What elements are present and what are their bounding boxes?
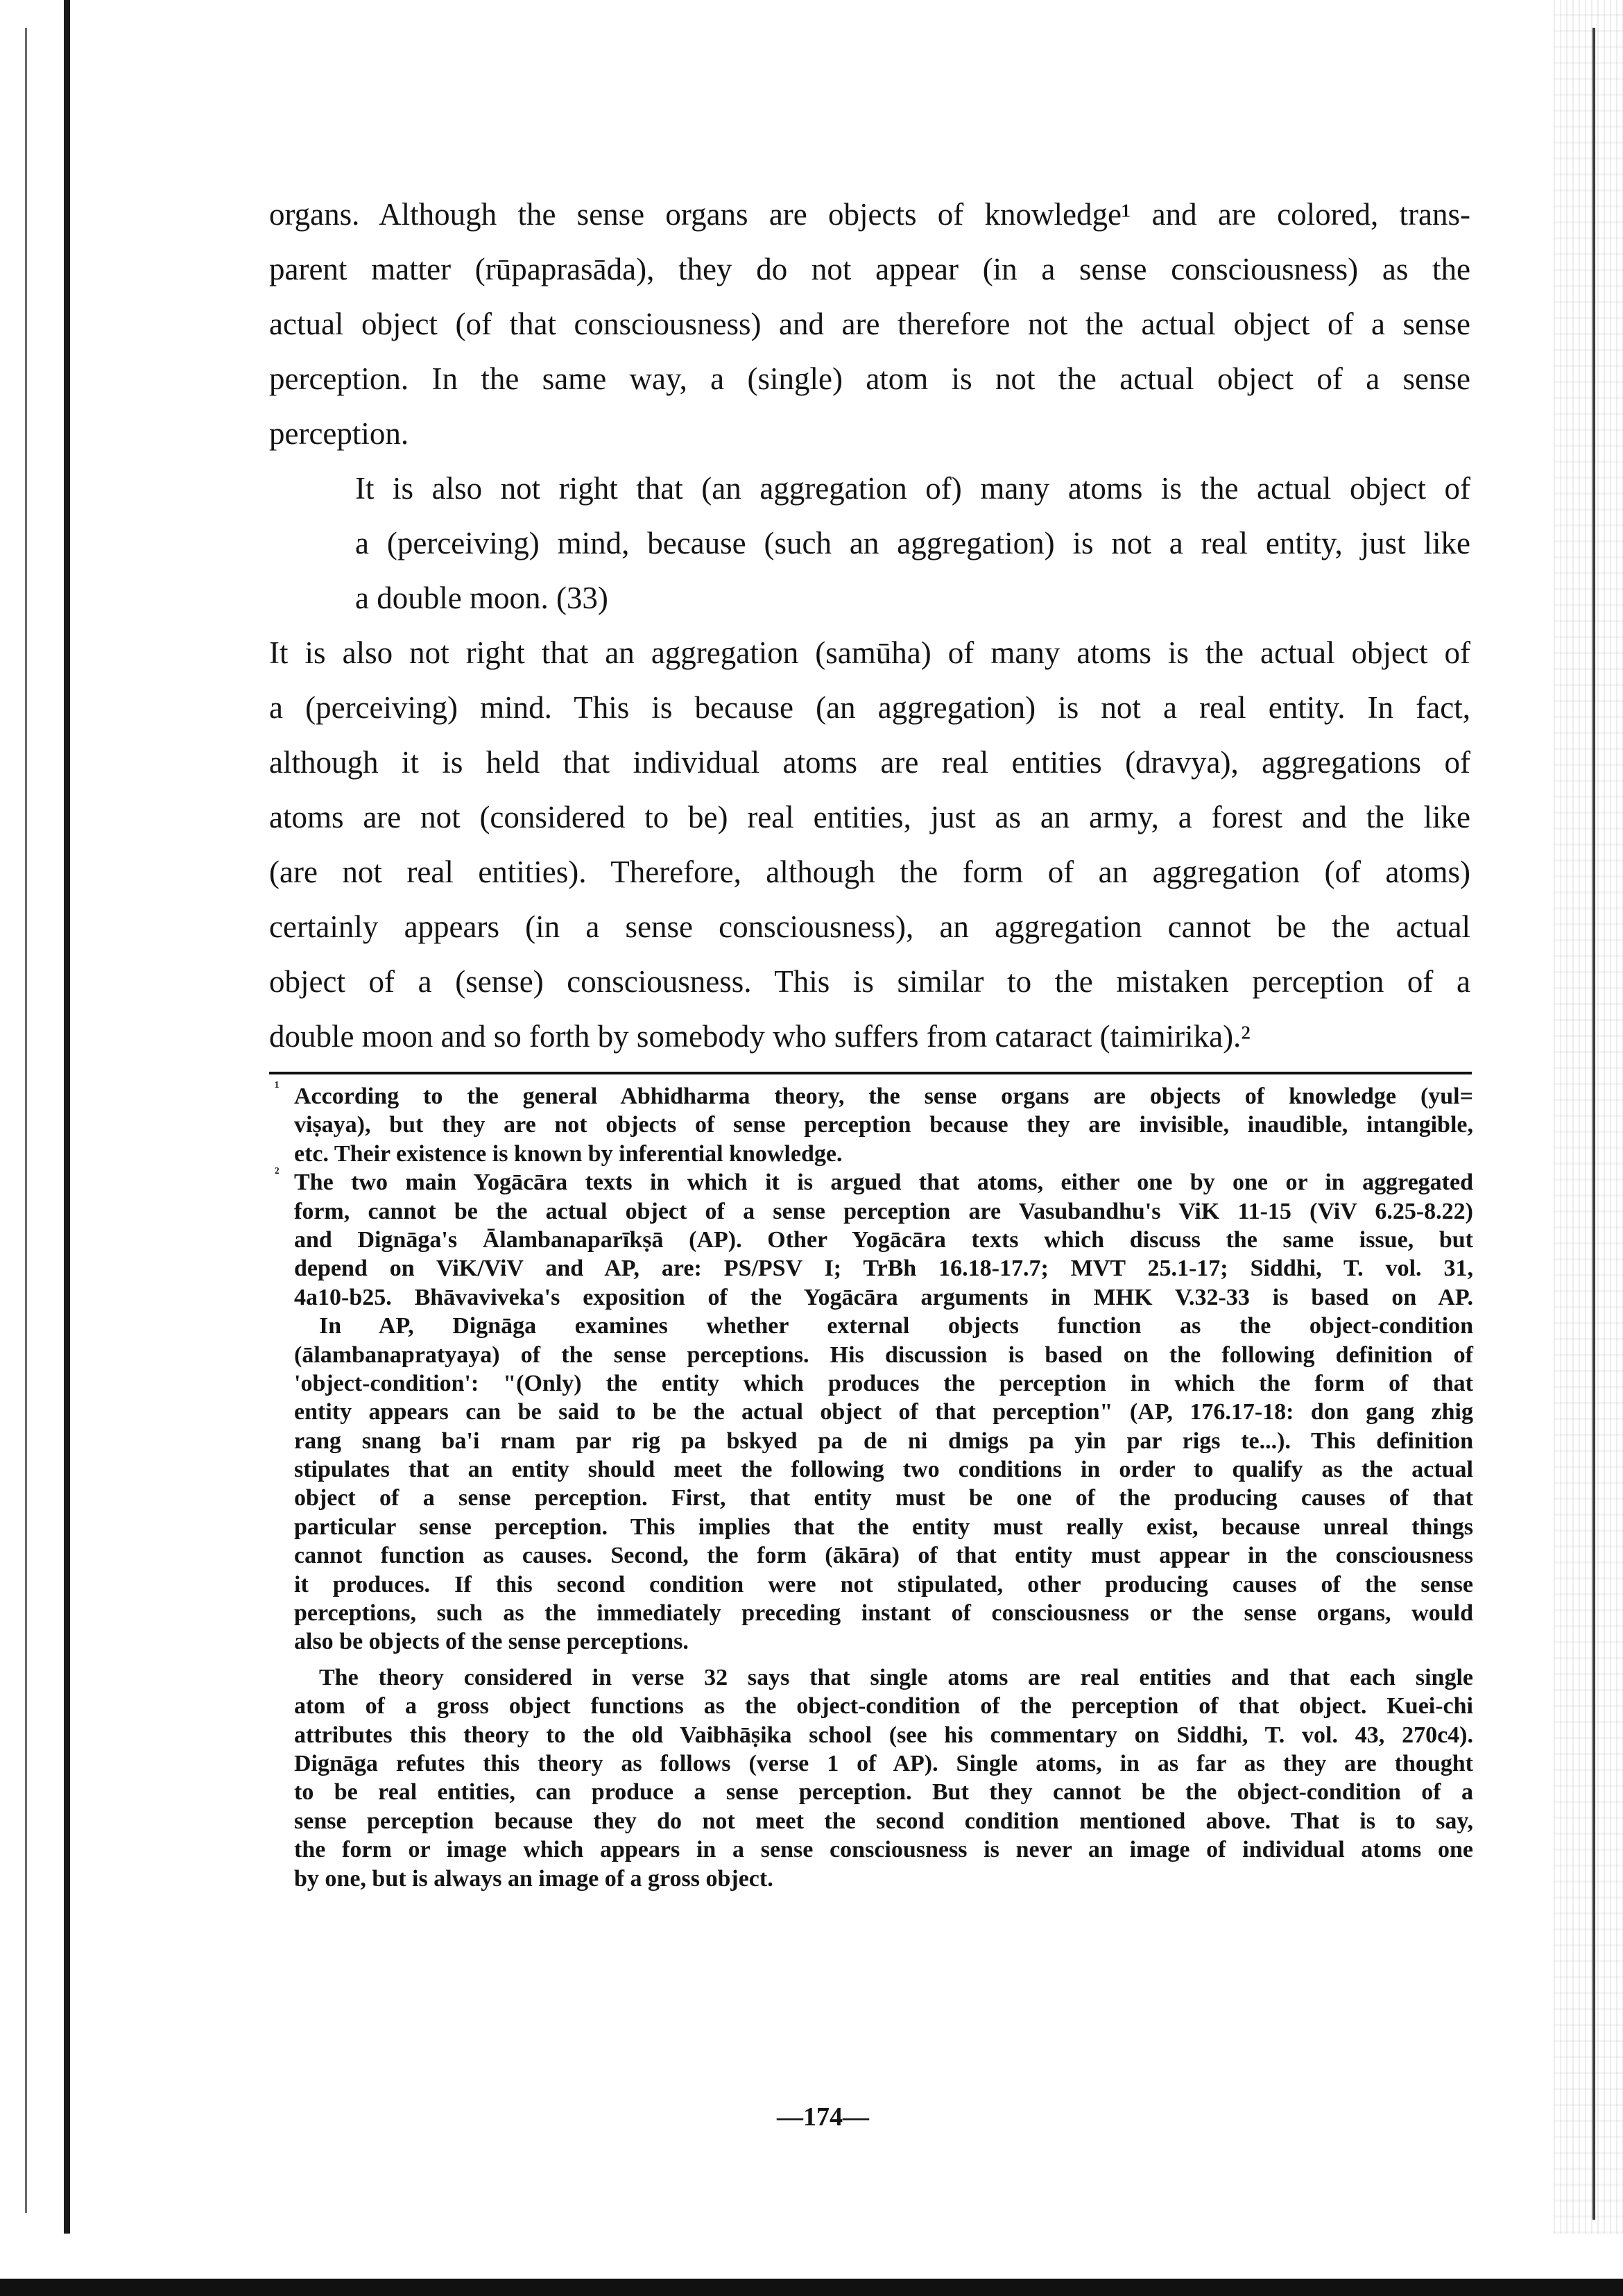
footnote-line: entity appears can be said to be the actual object of that perception" (AP, 176.17-18: don gang zhig: [294, 1399, 1473, 1425]
main-text: [269, 187, 1470, 1064]
footnote-line: Dignāga refutes this theory as follows (verse 1 of AP). Single atoms, in as far as they are thought: [294, 1750, 1473, 1776]
footnote-marker: ¹: [275, 1078, 280, 1095]
text-line: actual object (of that consciousness) and are therefore not the actual object of a sense: [269, 307, 1470, 341]
footnote-line: cannot function as causes. Second, the form (ākāra) of that entity must appear in the consciousness: [294, 1543, 1473, 1569]
text-line: organs. Although the sense organs are objects of knowledge¹ and are colored, trans-: [269, 197, 1470, 232]
footnote-line: rang snang ba'i rnam par rig pa bskyed pa de ni dmigs pa yin par rigs te...). This definition: [294, 1428, 1473, 1454]
footnote-2: [269, 1164, 1473, 1893]
footnote-line: by one, but is always an image of a gross object.: [294, 1865, 773, 1892]
verse-line: It is also not right that (an aggregation of) many atoms is the actual object of: [355, 471, 1470, 506]
footnote-1: [269, 1078, 1473, 1168]
footnote-line: also be objects of the sense perceptions.: [294, 1629, 689, 1655]
footnote-line: attributes this theory to the old Vaibhāṣika school (see his commentary on Siddhi, T. vol. 43, 270c4).: [294, 1722, 1473, 1748]
footnote-line: to be real entities, can produce a sense perception. But they cannot be the object-condition of a: [294, 1779, 1473, 1806]
footnote-line: and Dignāga's Ālambanaparīkṣā (AP). Other Yogācāra texts which discuss the same issue, but: [294, 1226, 1473, 1253]
footnote-line: the form or image which appears in a sense consciousness is never an image of individual atoms one: [294, 1837, 1473, 1863]
footnote-line: sense perception because they do not meet the second condition mentioned above. That is to say,: [294, 1808, 1473, 1834]
footnote-line: In AP, Dignāga examines whether external objects function as the object-condition: [319, 1313, 1473, 1339]
text-line: double moon and so forth by somebody who suffers from cataract (taimirika).²: [269, 1019, 1251, 1054]
footnote-rule: [269, 1072, 1472, 1074]
text-line: perception. In the same way, a (single) atom is not the actual object of a sense: [269, 361, 1470, 396]
footnote-line: atom of a gross object functions as the object-condition of the perception of that object. Kuei-chi: [294, 1693, 1473, 1720]
text-line: certainly appears (in a sense consciousness), an aggregation cannot be the actual: [269, 909, 1470, 944]
footnote-line: stipulates that an entity should meet the following two conditions in order to qualify as the actual: [294, 1457, 1473, 1483]
footnote-line: 4a10-b25. Bhāvaviveka's exposition of the Yogācāra arguments in MHK V.32-33 is based on AP.: [294, 1284, 1473, 1310]
text-line: (are not real entities). Therefore, although the form of an aggregation (of atoms): [269, 855, 1470, 889]
footnote-line: it produces. If this second condition were not stipulated, other producing causes of the sense: [294, 1571, 1473, 1597]
footnote-line: etc. Their existence is known by inferential knowledge.: [294, 1140, 843, 1167]
verse-line: a double moon. (33): [355, 581, 608, 615]
footnote-line: perceptions, such as the immediately preceding instant of consciousness or the sense organs, would: [294, 1600, 1473, 1627]
scan-edge-right: [1592, 28, 1595, 2220]
footnote-line: depend on ViK/ViV and AP, are: PS/PSV I; TrBh 16.18-17.7; MVT 25.1-17; Siddhi, T. vol. 31,: [294, 1256, 1473, 1282]
scan-edge-bottom: [0, 2279, 1623, 2296]
text-line: perception.: [269, 416, 409, 451]
footnote-line: form, cannot be the actual object of a sense perception are Vasubandhu's ViK 11-15 (ViV 6.25-8.22): [294, 1198, 1473, 1224]
text-line: object of a (sense) consciousness. This is similar to the mistaken perception of a: [269, 964, 1470, 999]
footnote-line: The two main Yogācāra texts in which it is argued that atoms, either one by one or in aggregated: [294, 1170, 1473, 1196]
footnotes: [269, 1078, 1473, 1893]
footnote-line: (ālambanapratyaya) of the sense perceptions. His discussion is based on the following definition of: [294, 1342, 1473, 1368]
scan-edge-left: [64, 0, 70, 2234]
text-line: parent matter (rūpaprasāda), they do not appear (in a sense consciousness) as the: [269, 252, 1470, 286]
footnote-line: particular sense perception. This implies that the entity must really exist, because unreal things: [294, 1514, 1473, 1540]
text-line: although it is held that individual atoms are real entities (dravya), aggregations of: [269, 745, 1470, 780]
footnote-line: According to the general Abhidharma theory, the sense organs are objects of knowledge (yul=: [294, 1083, 1473, 1109]
text-line: It is also not right that an aggregation (samūha) of many atoms is the actual object of: [269, 635, 1470, 670]
footnote-line: object of a sense perception. First, that entity must be one of the producing causes of that: [294, 1485, 1473, 1511]
scan-edge-right-noise: [1554, 0, 1623, 2234]
footnote-line: The theory considered in verse 32 says that single atoms are real entities and that each single: [319, 1664, 1473, 1690]
verse-line: a (perceiving) mind, because (such an aggregation) is not a real entity, just like: [355, 526, 1470, 560]
footnote-line: 'object-condition': "(Only) the entity which produces the perception in which the form of that: [294, 1370, 1473, 1396]
footnote-marker: ²: [275, 1164, 280, 1182]
text-line: a (perceiving) mind. This is because (an aggregation) is not a real entity. In fact,: [269, 690, 1470, 725]
text-line: atoms are not (considered to be) real entities, just as an army, a forest and the like: [269, 800, 1470, 834]
scan-edge-left-thin: [25, 28, 27, 2213]
commentary-block: [269, 626, 1470, 1064]
footnote-line: viṣaya), but they are not objects of sense perception because they are invisible, inaudible, intangible,: [294, 1112, 1473, 1138]
verse-block: [355, 461, 1470, 626]
page-number: —174—: [777, 2102, 869, 2132]
